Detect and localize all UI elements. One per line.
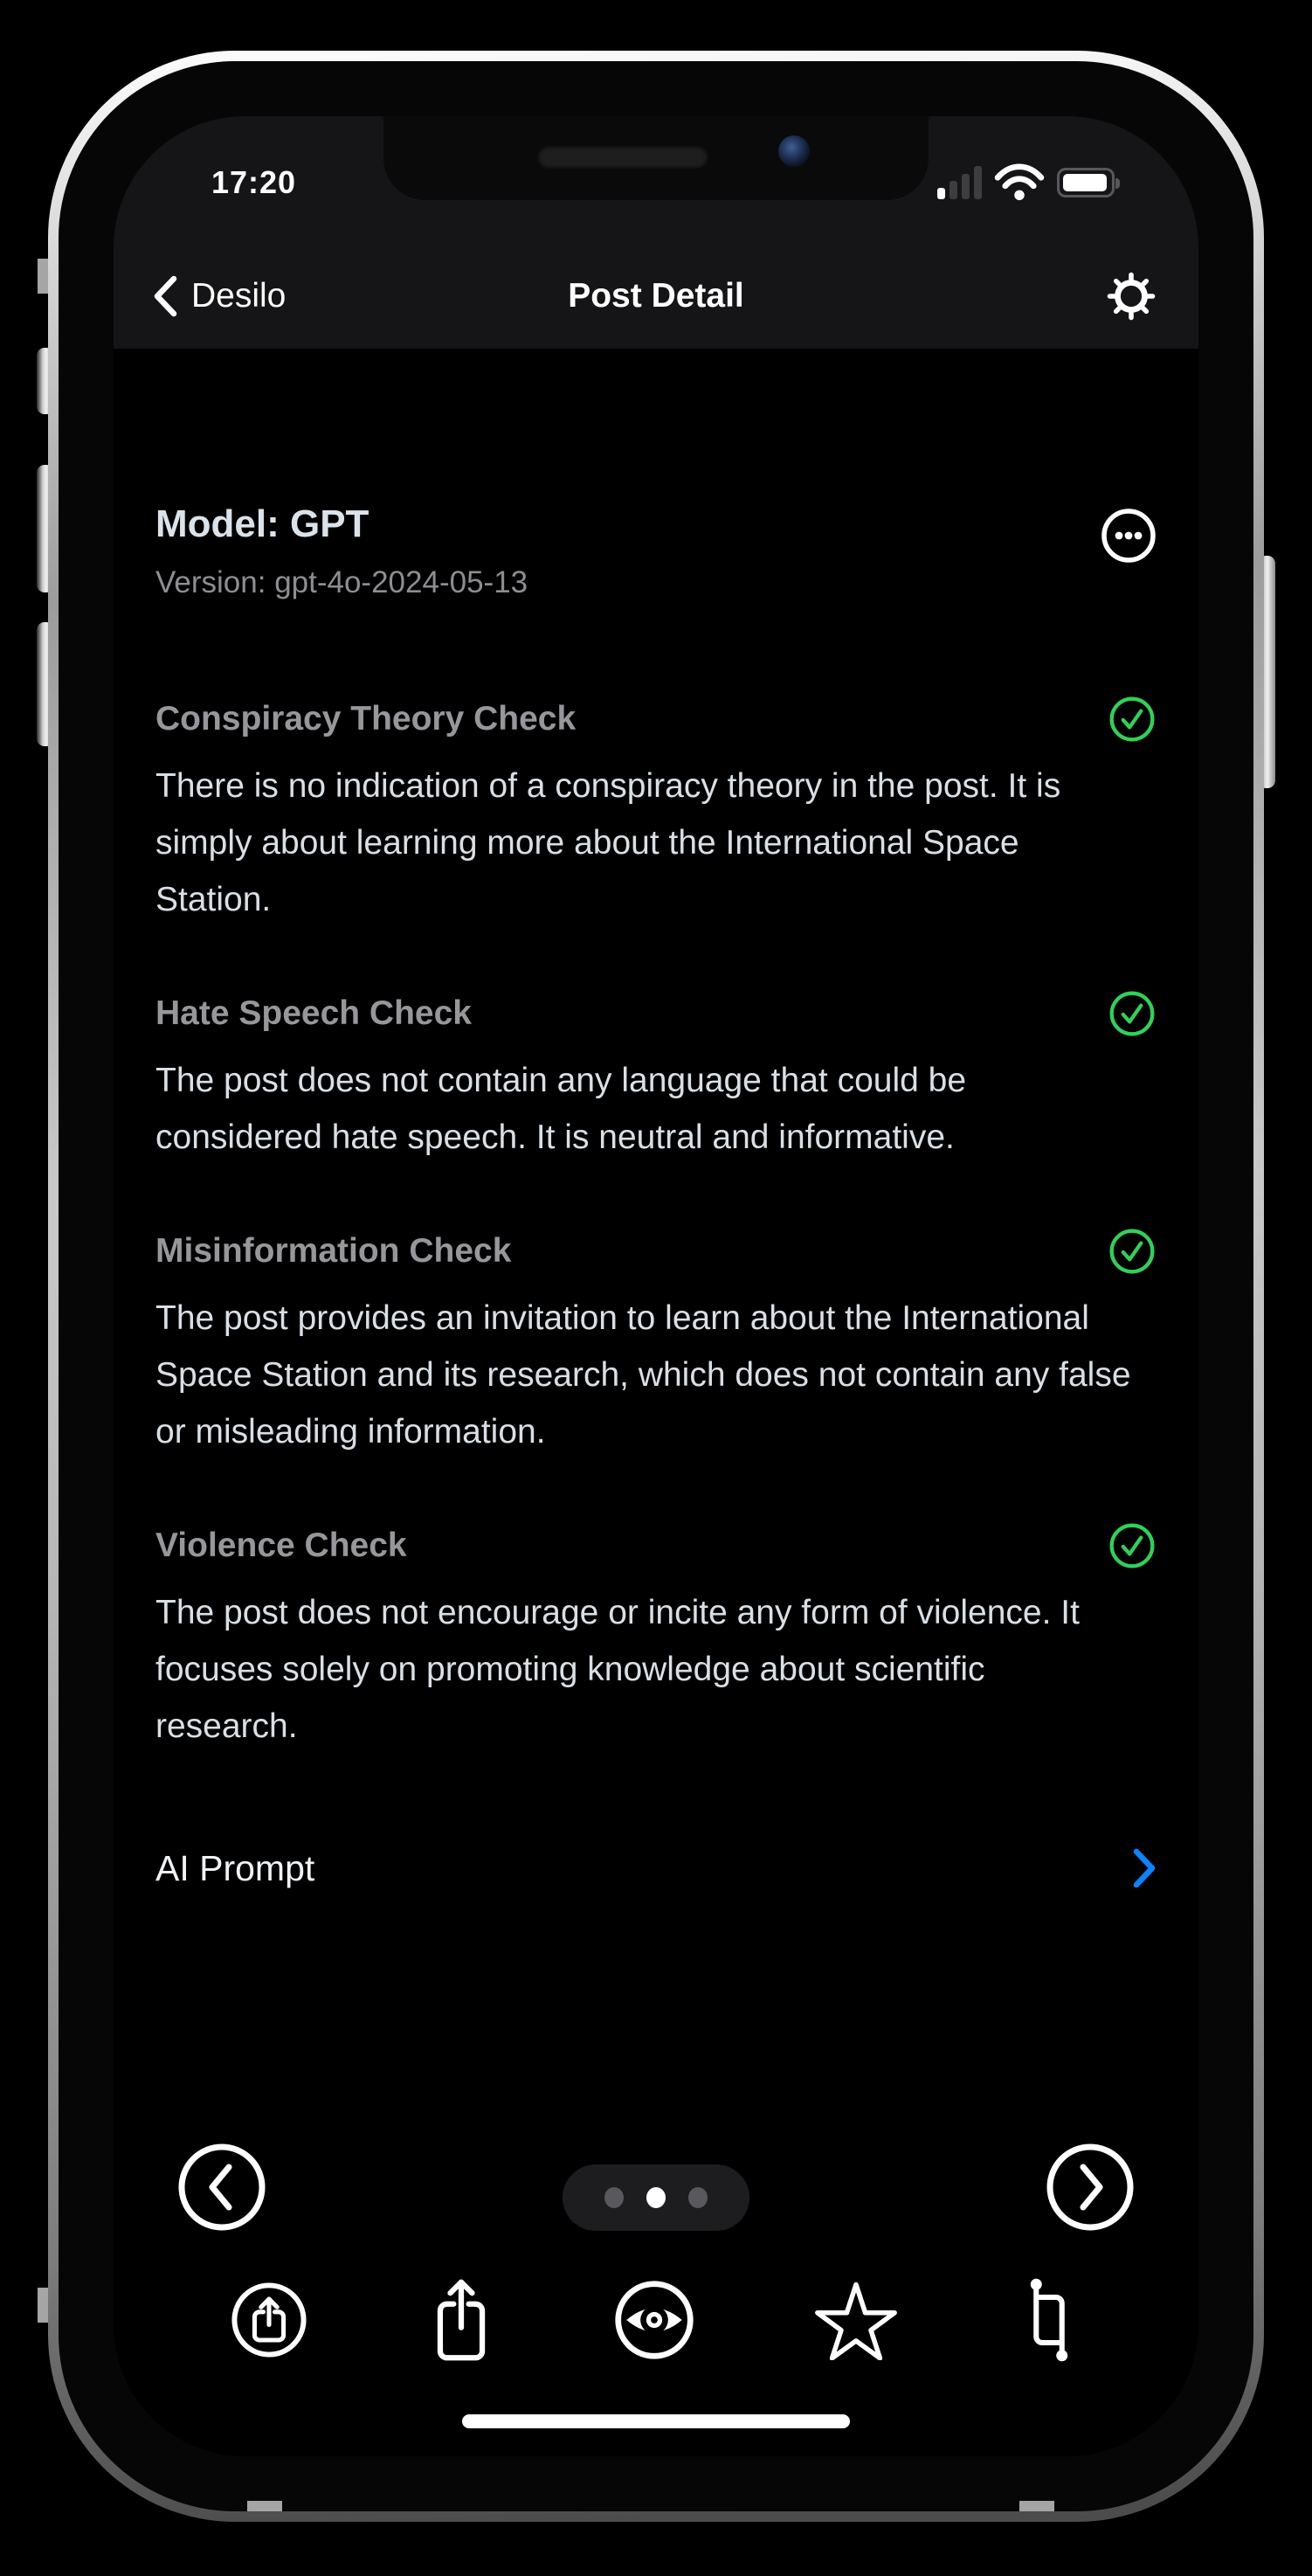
page-title: Post Detail — [568, 277, 744, 315]
check-title: Misinformation Check — [155, 1232, 512, 1270]
ellipsis-circle-icon — [1101, 508, 1157, 564]
settings-button[interactable] — [1104, 269, 1158, 323]
navigation-bar — [114, 263, 1198, 329]
share-icon — [427, 2275, 495, 2365]
check-title: Hate Speech Check — [155, 994, 472, 1032]
phone-frame — [48, 51, 1264, 2522]
share-circle-button[interactable] — [229, 2280, 309, 2360]
speaker-slot — [537, 146, 708, 169]
back-button-label: Desilo — [191, 277, 287, 315]
antenna-line — [1019, 2501, 1054, 2511]
check-body: The post provides an invitation to learn about the International Space Station and its research, which does not contain any false or misleading information. — [155, 1299, 1131, 1451]
wifi-icon — [994, 163, 1045, 202]
pager — [114, 2142, 1198, 2233]
check-pass-icon — [1108, 695, 1157, 744]
favorite-button[interactable] — [814, 2280, 898, 2360]
cellular-signal-icon — [937, 166, 982, 199]
crop-button[interactable] — [1015, 2275, 1083, 2365]
ai-prompt-label: AI Prompt — [155, 1847, 315, 1888]
home-indicator[interactable] — [462, 2414, 850, 2428]
check-title: Conspiracy Theory Check — [155, 700, 577, 737]
circle-chevron-left-icon — [176, 2142, 267, 2233]
check-body: The post does not contain any language that could be considered hate speech. It is neutral and informative. — [155, 1062, 967, 1156]
notch — [383, 116, 929, 200]
check-title: Violence Check — [155, 1527, 407, 1564]
previous-post-button[interactable] — [176, 2142, 267, 2233]
back-button[interactable] — [154, 275, 286, 317]
check-section-conspiracy — [155, 695, 1157, 928]
antenna-line — [247, 2501, 282, 2511]
front-camera — [778, 135, 810, 167]
view-button[interactable] — [612, 2278, 696, 2362]
status-time: 17:20 — [211, 164, 297, 200]
circle-chevron-right-icon — [1045, 2142, 1136, 2233]
crop-icon — [1015, 2275, 1083, 2365]
page-dot[interactable] — [688, 2187, 708, 2208]
check-section-misinformation — [155, 1227, 1157, 1460]
antenna-line — [38, 259, 48, 294]
chevron-right-icon — [1132, 1847, 1157, 1889]
check-section-violence — [155, 1521, 1157, 1755]
post-detail-content — [114, 349, 1198, 2456]
check-body: The post does not encourage or incite any form of violence. It focuses solely on promoting knowledge about scientific research. — [155, 1594, 1080, 1745]
bottom-toolbar — [114, 2275, 1198, 2365]
eye-icon — [612, 2278, 696, 2362]
back-chevron-icon — [154, 275, 177, 317]
ai-prompt-row[interactable] — [155, 1847, 1157, 1889]
check-pass-icon — [1108, 989, 1157, 1038]
next-post-button[interactable] — [1045, 2142, 1136, 2233]
model-row — [155, 502, 1157, 600]
model-version: Version: gpt-4o-2024-05-13 — [155, 565, 528, 599]
check-pass-icon — [1108, 1521, 1157, 1570]
antenna-line — [38, 2288, 48, 2323]
star-icon — [814, 2280, 898, 2360]
more-options-button[interactable] — [1101, 508, 1157, 568]
page-dot[interactable] — [604, 2187, 624, 2208]
check-pass-icon — [1108, 1227, 1157, 1276]
share-button[interactable] — [427, 2275, 495, 2365]
battery-icon — [1057, 168, 1115, 197]
page-dots — [563, 2164, 749, 2231]
share-circle-icon — [229, 2280, 309, 2360]
page-dot-active[interactable] — [646, 2187, 666, 2208]
gear-icon — [1104, 269, 1158, 323]
screen — [114, 116, 1198, 2456]
model-title: Model: GPT — [155, 502, 369, 545]
check-body: There is no indication of a conspiracy theory in the post. It is simply about learning more about the International Space Station. — [155, 767, 1061, 918]
check-section-hate-speech — [155, 989, 1157, 1166]
phone-bezel — [59, 61, 1253, 2511]
